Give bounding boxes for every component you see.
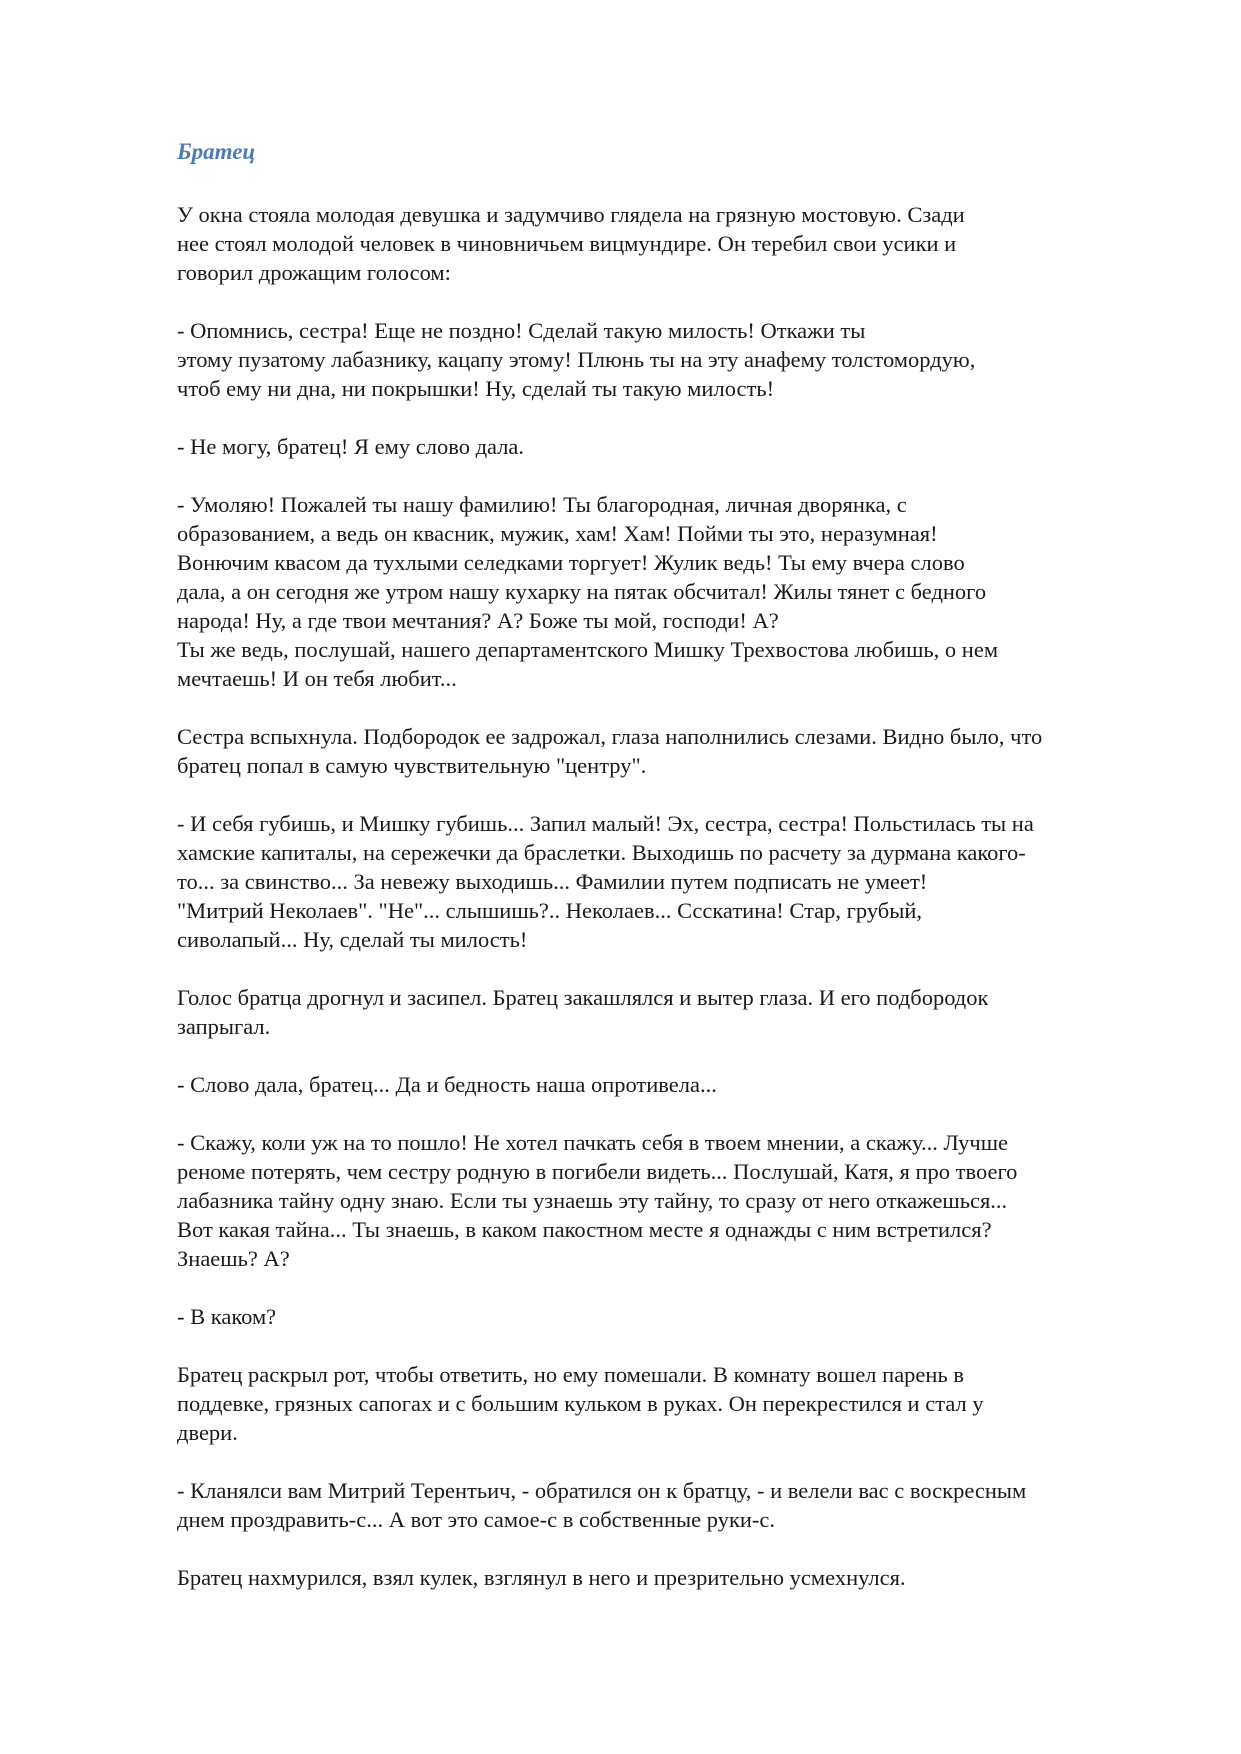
text-line: "Митрий Неколаев". "Не"... слышишь?.. Неколаев... Ссскатина! Стар, грубый, (177, 898, 923, 923)
text-line: нее стоял молодой человек в чиновничьем вицмундире. Он теребил свои усики и (177, 231, 957, 256)
paragraph (177, 1302, 1157, 1331)
text-line: Голос братца дрогнул и засипел. Братец закашлялся и вытер глаза. И его подбородок (177, 985, 989, 1010)
text-line: то... за свинство... За невежу выходишь... Фамилии путем подписать не умеет! (177, 869, 928, 894)
paragraph (177, 200, 1157, 287)
text-line: Ты же ведь, послушай, нашего департаментского Мишку Трехвостова любишь, о нем (177, 637, 999, 662)
text-line: хамские капиталы, на сережечки да браслетки. Выходишь по расчету за дурмана какого- (177, 840, 1026, 865)
paragraph (177, 1070, 1157, 1099)
text-line: лабазника тайну одну знаю. Если ты узнаешь эту тайну, то сразу от него откажешься... (177, 1188, 1008, 1213)
paragraph (177, 722, 1157, 780)
text-line: - Умоляю! Пожалей ты нашу фамилию! Ты благородная, личная дворянка, с (177, 492, 907, 517)
paragraph (177, 809, 1157, 954)
text-line: днем проздравить-с... А вот это самое-с в собственные руки-с. (177, 1507, 776, 1532)
text-line: мечтаешь! И он тебя любит... (177, 666, 457, 691)
text-line: двери. (177, 1420, 238, 1445)
text-line: Вонючим квасом да тухлыми селедками торгует! Жулик ведь! Ты ему вчера слово (177, 550, 965, 575)
document-title: Братец (177, 139, 256, 164)
text-line: запрыгал. (177, 1014, 271, 1039)
text-line: - В каком? (177, 1304, 277, 1329)
text-line: - И себя губишь, и Мишку губишь... Запил малый! Эх, сестра, сестра! Польстилась ты на (177, 811, 1034, 836)
text-line: дала, а он сегодня же утром нашу кухарку на пятак обсчитал! Жилы тянет с бедного (177, 579, 987, 604)
paragraph (177, 316, 1157, 403)
text-line: поддевке, грязных сапогах и с большим кульком в руках. Он перекрестился и стал у (177, 1391, 984, 1416)
text-line: - Скажу, коли уж на то пошло! Не хотел пачкать себя в твоем мнении, а скажу... Лучше (177, 1130, 1009, 1155)
text-line: - Кланялси вам Митрий Терентьич, - обратился он к братцу, - и велели вас с воскресным (177, 1478, 1027, 1503)
text-line: Знаешь? А? (177, 1246, 290, 1271)
text-line: чтоб ему ни дна, ни покрышки! Ну, сделай ты такую милость! (177, 376, 775, 401)
text-line: Братец нахмурился, взял кулек, взглянул в него и презрительно усмехнулся. (177, 1565, 906, 1590)
text-line: Вот какая тайна... Ты знаешь, в каком пакостном месте я однажды с ним встретился? (177, 1217, 992, 1242)
paragraph (177, 1128, 1157, 1273)
text-line: братец попал в самую чувствительную "центру". (177, 753, 647, 778)
paragraph (177, 490, 1157, 693)
text-line: сиволапый... Ну, сделай ты милость! (177, 927, 528, 952)
paragraph (177, 1360, 1157, 1447)
text-line: - Слово дала, братец... Да и бедность наша опротивела... (177, 1072, 717, 1097)
text-line: - Не могу, братец! Я ему слово дала. (177, 434, 525, 459)
paragraph (177, 983, 1157, 1041)
paragraph (177, 432, 1157, 461)
text-line: образованием, а ведь он квасник, мужик, хам! Хам! Пойми ты это, неразумная! (177, 521, 938, 546)
text-line: Сестра вспыхнула. Подбородок ее задрожал, глаза наполнились слезами. Видно было, что (177, 724, 1043, 749)
text-line: У окна стояла молодая девушка и задумчиво глядела на грязную мостовую. Сзади (177, 202, 965, 227)
text-line: говорил дрожащим голосом: (177, 260, 451, 285)
document-page (177, 138, 1157, 1621)
text-line: Братец раскрыл рот, чтобы ответить, но ему помешали. В комнату вошел парень в (177, 1362, 964, 1387)
document-body (177, 200, 1157, 1592)
text-line: этому пузатому лабазнику, кацапу этому! Плюнь ты на эту анафему толстомордую, (177, 347, 976, 372)
text-line: - Опомнись, сестра! Еще не поздно! Сделай такую милость! Откажи ты (177, 318, 866, 343)
paragraph (177, 1476, 1157, 1534)
text-line: реноме потерять, чем сестру родную в погибели видеть... Послушай, Катя, я про твоего (177, 1159, 1018, 1184)
text-line: народа! Ну, а где твои мечтания? А? Боже ты мой, господи! А? (177, 608, 779, 633)
paragraph (177, 1563, 1157, 1592)
